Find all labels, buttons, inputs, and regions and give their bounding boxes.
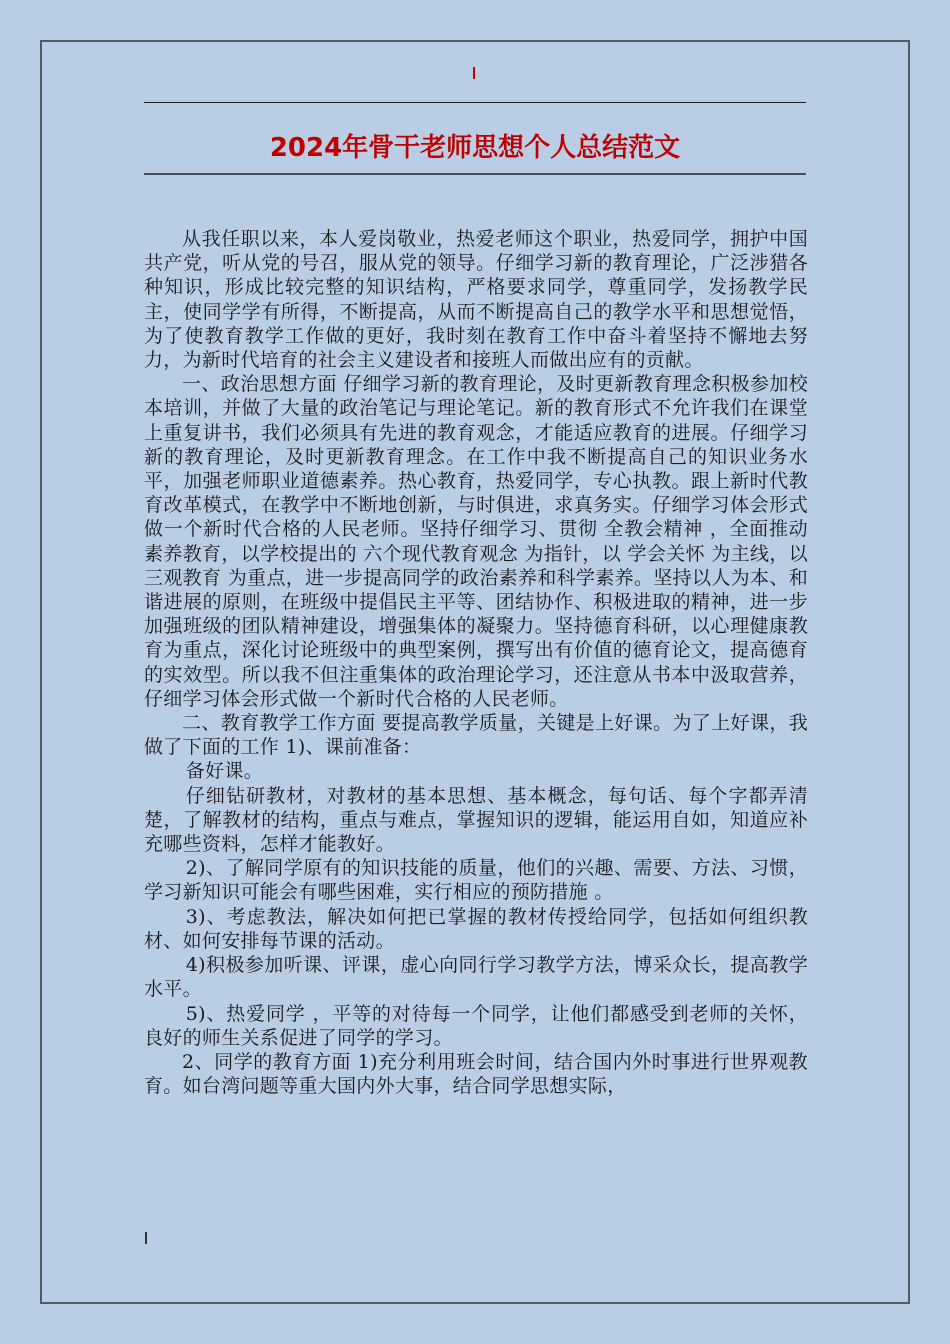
document-title: 2024年骨干老师思想个人总结范文 (269, 133, 681, 163)
header-mark (473, 67, 475, 79)
paragraph-understand-students: 2)、了解同学原有的知识技能的质量，他们的兴趣、需要、方法、习惯，学习新知识可能会有哪些困难，实行相应的预防措施 。 (144, 857, 808, 904)
paragraph-study-materials: 仔细钻研教材，对教材的基本思想、基本概念，每句话、每个字都弄清楚，了解教材的结构，重点与难点，掌握知识的逻辑，能运用自如，知道应补充哪些资料，怎样才能教好。 (144, 784, 808, 856)
title-rule (144, 173, 806, 175)
paragraph-prepare-lesson: 备好课。 (185, 760, 263, 783)
footer-mark (145, 1232, 147, 1244)
header-rule (144, 102, 806, 103)
paragraph-teaching-method: 3)、考虑教法，解决如何把已掌握的教材传授给同学，包括如何组织教材、如何安排每节课的活动。 (144, 905, 808, 952)
paragraph-intro: 从我任职以来，本人爱岗敬业，热爱老师这个职业，热爱同学，拥护中国共产党，听从党的号召，服从党的领导。仔细学习新的教育理论，广泛涉猎各种知识，形成比较完整的知识结构，严格要求同学，尊重同学，发扬教学民主，使同学学有所得，不断提高，从而不断提高自己的教学水平和思想觉悟，为了使教育教学工作做的更好，我时刻在教育工作中奋斗着坚持不懈地去努力，为新时代培育的社会主义建设者和接班人而做出应有的贡献。 (144, 228, 808, 372)
paragraph-love-students: 5)、热爱同学 ，平等的对待每一个同学，让他们都感受到老师的关怀，良好的师生关系促进了同学的学习。 (144, 1002, 808, 1049)
document-body (144, 227, 808, 1098)
paragraph-observe-lessons: 4)积极参加听课、评课，虚心向同行学习教学方法，博采众长，提高教学水平。 (144, 954, 808, 1001)
paragraph-political: 一、政治思想方面 仔细学习新的教育理论，及时更新教育理念积极参加校本培训，并做了大量的政治笔记与理论笔记。新的教育形式不允许我们在课堂上重复讲书，我们必须具有先进的教育观念，才能适应教育的进展。仔细学习新的教育理论，及时更新教育理念。在工作中我不断提高自己的知识业务水平，加强老师职业道德素养。热心教育，热爱同学，专心执教。跟上新时代教育改革模式，在教学中不断地创新，与时俱进，求真务实。仔细学习体会形式做一个新时代合格的人民老师。坚持仔细学习、贯彻 全教会精神 ，全面推动素养教育，以学校提出的 六个现代教育观念 为指针，以 学会关怀 为主线，以 三观教育 为重点，进一步提高同学的政治素养和科学素养。坚持以人为本、和谐进展的原则，在班级中提倡民主平等、团结协作、积极进取的精神，进一步加强班级的团队精神建设，增强集体的凝聚力。坚持德育科研，以心理健康教育为重点，深化讨论班级中的典型案例，撰写出有价值的德育论文，提高德育的实效型。所以我不但注重集体的政治理论学习，还注意从书本中汲取营养，仔细学习体会形式做一个新时代合格的人民老师。 (144, 373, 808, 710)
paragraph-student-education: 2、同学的教育方面 1)充分利用班会时间，结合国内外时事进行世界观教育。如台湾问题等重大国内外大事，结合同学思想实际， (144, 1050, 808, 1098)
paragraph-teaching: 二、教育教学工作方面 要提高教学质量，关键是上好课。为了上好课，我做了下面的工作 1)、课前准备： (144, 712, 808, 759)
